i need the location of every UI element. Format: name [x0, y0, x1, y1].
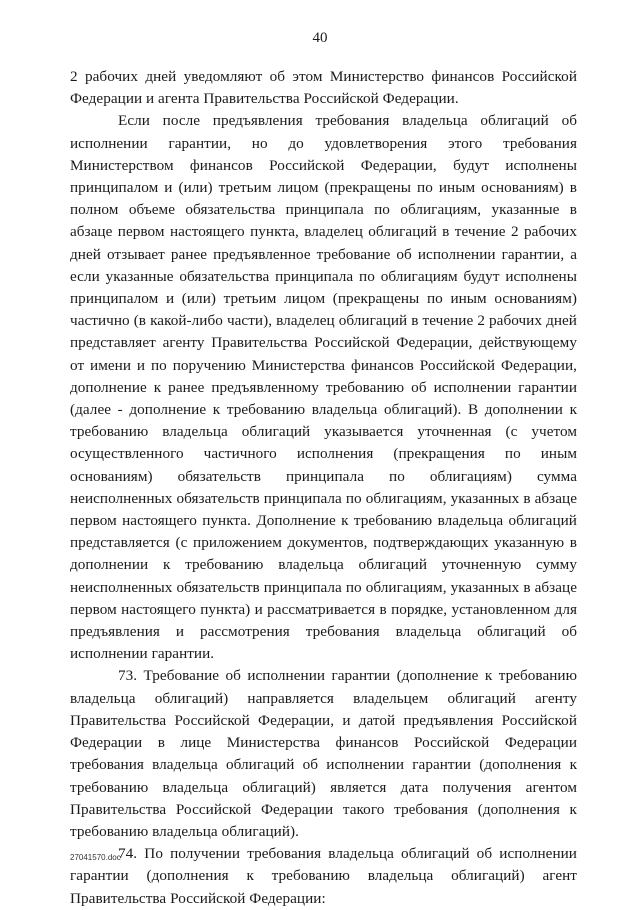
paragraph: Если после предъявления требования владельца облигаций об исполнении гарантии, но до удовлетворения этого требования Министерством финансов Российской Федерации, будут исполнены принципалом и (или) третьим лицом (прекращены по иным основаниям) в полном объеме обязательства принципала по облигациям, указанные в абзаце первом настоящего пункта, владелец облигаций в течение 2 рабочих дней отзывает ранее предъявленное требование об исполнении гарантии, а если указанные обязательства принципала по облигациям будут исполнены принципалом и (или) третьим лицом (прекращены по иным основаниям) частично (в какой-либо части), владелец облигаций в течение 2 рабочих дней представляет агенту Правительства Российской Федерации, действующему от имени и по поручению Министерства финансов Российской Федерации, дополнение к ранее предъявленному требованию об исполнении гарантии (далее - дополнение к требованию владельца облигаций). В дополнении к требованию владельца облигаций указывается уточненная (с учетом осуществленного частичного исполнения (прекращения по иным основаниям) обязательств принципала по облигациям) сумма неисполненных обязательств принципала по облигациям, указанных в абзаце первом настоящего пункта. Дополнение к требованию владельца облигаций представляется (с приложением документов, подтверждающих указанную в дополнении к требованию владельца облигаций уточненную сумму неисполненных обязательств принципала по облигациям, указанных в абзаце первом настоящего пункта) и рассматривается в порядке, установленном для предъявления и рассмотрения требования владельца облигаций об исполнении гарантии.: [70, 112, 577, 663]
document-body: [70, 66, 577, 910]
paragraph-item-74: 74. По получении требования владельца облигаций об исполнении гарантии (дополнения к требованию владельца облигаций) агент Правительства Российской Федерации:: [70, 845, 577, 907]
paragraph-continuation: 2 рабочих дней уведомляют об этом Министерство финансов Российской Федерации и агента Правительства Российской Федерации.: [70, 68, 577, 108]
page-number: 40: [312, 30, 328, 46]
document-file-code: 27041570.doc: [70, 853, 121, 862]
paragraph-item-73: 73. Требование об исполнении гарантии (дополнение к требованию владельца облигаций) направляется владельцем облигаций агенту Правительства Российской Федерации, и датой предъявления Российской Федерации в лице Министерства финансов Российской Федерации требования владельца облигаций об исполнении гарантии (дополнения к требованию владельца облигаций) является дата получения агентом Правительства Российской Федерации такого требования (дополнения к требованию владельца облигаций).: [70, 667, 577, 840]
